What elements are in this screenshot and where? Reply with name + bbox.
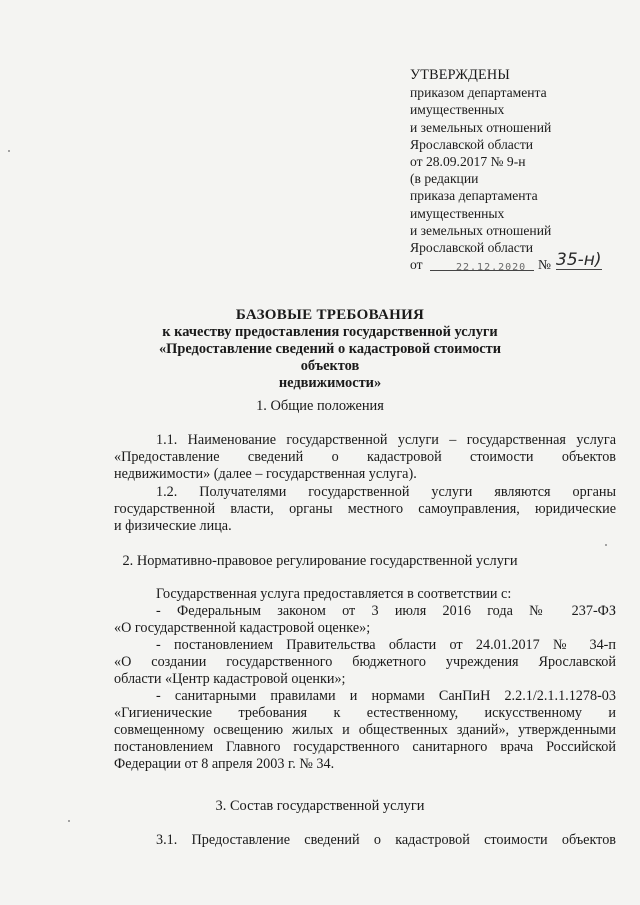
approval-line: и земельных отношений — [410, 222, 552, 238]
scan-speck — [605, 544, 607, 546]
text-line: - Федеральным законом от 3 июля 2016 года № 237-ФЗ — [156, 603, 616, 619]
approval-line: (в редакции — [410, 171, 479, 187]
text-line: - санитарными правилами и нормами СанПиН 2.2.1/2.1.1.1278-03 — [156, 688, 616, 704]
approval-line: от 28.09.2017 № 9-н — [410, 154, 526, 170]
text-line: постановлением Главного государственного санитарного врача Российской — [114, 739, 616, 755]
approval-date-row — [410, 250, 630, 278]
section-2-heading: 2. Нормативно-правовое регулирование государственной услуги — [122, 553, 518, 569]
section-2-body — [114, 586, 616, 773]
text-line: 3.1. Предоставление сведений о кадастровой стоимости объектов — [156, 832, 616, 848]
text-line: - постановлением Правительства области от 24.01.2017 № 34-п — [156, 637, 616, 653]
paragraph-1-1 — [114, 432, 616, 483]
text-line: 1.1. Наименование государственной услуги – государственная услуга — [156, 432, 616, 448]
approval-line: Ярославской области — [410, 136, 534, 152]
text-line: недвижимости» (далее – государственная услуга). — [114, 466, 417, 482]
scan-speck — [68, 820, 70, 822]
text-line: области «Центр кадастровой оценки»; — [114, 671, 346, 687]
section-3-heading: 3. Состав государственной услуги — [215, 798, 425, 814]
stamped-date: 22.12.2020 — [456, 262, 527, 274]
document-title — [130, 307, 530, 392]
text-line: государственной власти, органы местного самоуправления, юридические — [114, 501, 616, 517]
approval-line: Ярославской области — [410, 240, 534, 256]
title-line: недвижимости» — [278, 375, 382, 391]
paragraph-3-1 — [114, 832, 616, 849]
text-line: «О государственной кадастровой оценке»; — [114, 620, 371, 636]
approval-line: и земельных отношений — [410, 119, 552, 135]
approval-heading: УТВЕРЖДЕНЫ — [410, 67, 510, 83]
text-line: 1.2. Получателями государственной услуги являются органы — [156, 484, 616, 500]
approval-line: приказа департамента — [410, 188, 538, 204]
text-line: Федерации от 8 апреля 2003 г. № 34. — [114, 756, 335, 772]
text-line: совмещенному освещению жилых и общественных зданий», утвержденными — [114, 722, 616, 738]
text-line: «О создании государственного бюджетного учреждения Ярославской — [114, 654, 616, 670]
date-prefix: от — [410, 257, 423, 273]
approval-block — [410, 67, 630, 278]
text-line: «Предоставление сведений о кадастровой стоимости объектов — [114, 449, 616, 465]
approval-line: имущественных — [410, 205, 505, 221]
section-1-heading: 1. Общие положения — [256, 398, 384, 414]
paragraph-1-2 — [114, 484, 616, 535]
number-prefix: № — [538, 257, 551, 273]
approval-line: приказом департамента — [410, 85, 547, 101]
text-line: Государственная услуга предоставляется в соответствии с: — [156, 586, 512, 602]
text-line: «Гигиенические требования к естественному, искусственному и — [114, 705, 616, 721]
title-line: «Предоставление сведений о кадастровой стоимости объектов — [158, 341, 502, 374]
text-line: и физические лица. — [114, 518, 232, 534]
approval-line: имущественных — [410, 102, 505, 118]
handwritten-number: 35-н) — [556, 250, 602, 271]
title-main: БАЗОВЫЕ ТРЕБОВАНИЯ — [235, 307, 425, 323]
title-line: к качеству предоставления государственной услуги — [162, 324, 498, 340]
scan-speck — [8, 150, 10, 152]
